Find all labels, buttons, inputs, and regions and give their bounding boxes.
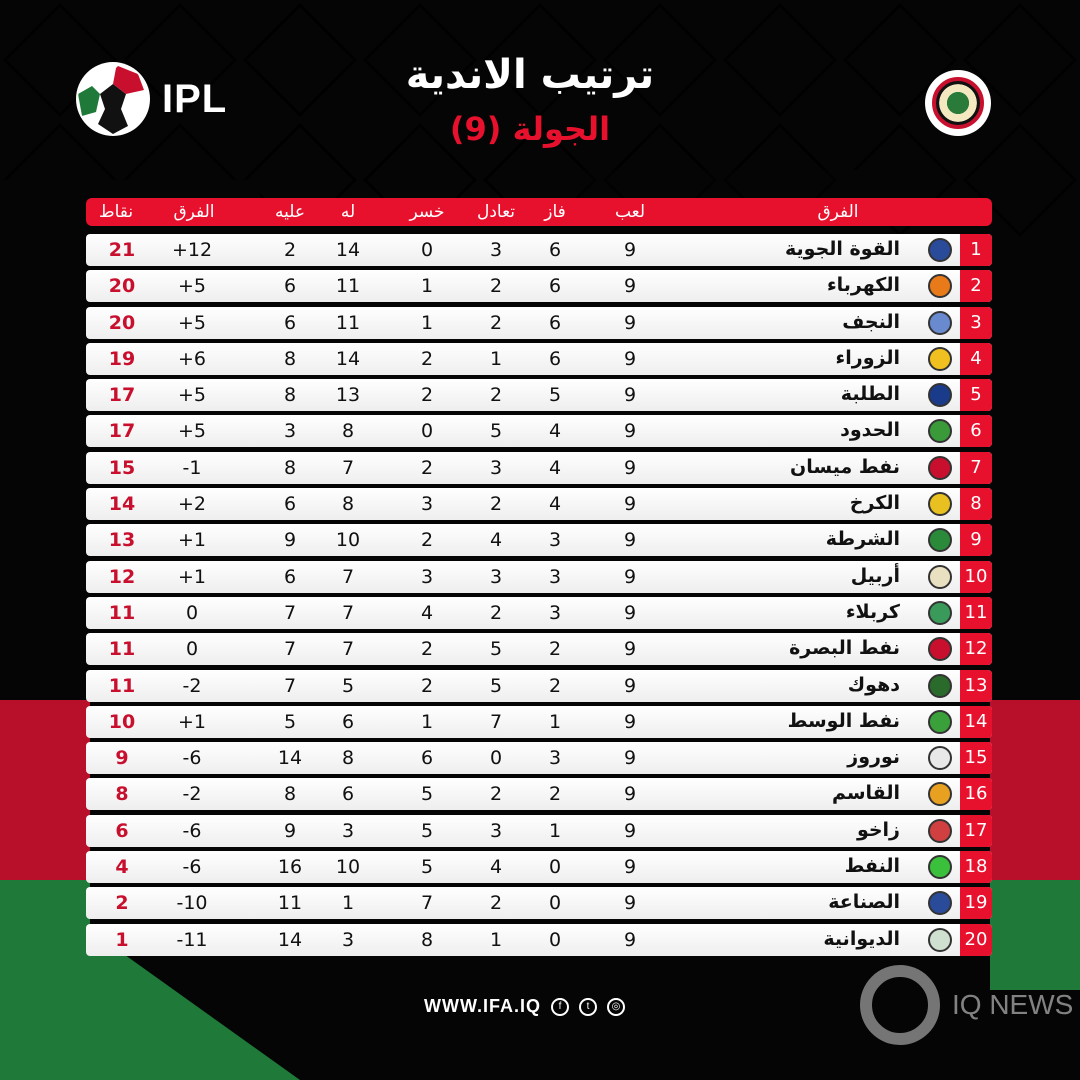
cell-won: 3 bbox=[548, 747, 562, 770]
cell-drawn: 2 bbox=[489, 275, 503, 298]
cell-against: 11 bbox=[277, 892, 303, 915]
cell-points: 21 bbox=[108, 239, 136, 261]
cell-for: 10 bbox=[335, 856, 361, 879]
cell-points: 15 bbox=[108, 456, 136, 479]
cell-points: 20 bbox=[108, 275, 136, 298]
cell-drawn: 4 bbox=[489, 529, 503, 552]
cell-diff: +5 bbox=[177, 275, 207, 298]
cell-lost: 2 bbox=[420, 674, 434, 697]
cell-team: القوة الجوية bbox=[785, 238, 900, 260]
cell-for: 8 bbox=[341, 493, 355, 516]
team-crest-icon bbox=[928, 710, 952, 734]
cell-team: نوروز bbox=[847, 746, 900, 769]
cell-lost: 3 bbox=[420, 565, 434, 588]
cell-rank: 7 bbox=[960, 452, 992, 484]
cell-points: 1 bbox=[115, 928, 129, 951]
cell-rank: 19 bbox=[960, 887, 992, 919]
cell-lost: 5 bbox=[420, 856, 434, 879]
cell-lost: 2 bbox=[420, 347, 434, 370]
cell-played: 9 bbox=[623, 529, 637, 552]
team-crest-icon bbox=[928, 601, 952, 625]
cell-drawn: 5 bbox=[489, 638, 503, 661]
cell-against: 14 bbox=[277, 928, 303, 951]
page-subtitle: الجولة (9) bbox=[449, 110, 611, 148]
table-row bbox=[86, 706, 992, 738]
cell-won: 4 bbox=[548, 420, 562, 443]
cell-drawn: 5 bbox=[489, 674, 503, 697]
cell-against: 6 bbox=[283, 565, 297, 588]
cell-won: 2 bbox=[548, 674, 562, 697]
cell-diff: -6 bbox=[182, 747, 202, 770]
page-title: ترتيب الاندية bbox=[405, 52, 655, 98]
header-won: فاز bbox=[544, 202, 566, 222]
team-crest-icon bbox=[928, 492, 952, 516]
cell-won: 0 bbox=[548, 892, 562, 915]
cell-points: 11 bbox=[108, 638, 136, 661]
team-crest-icon bbox=[928, 565, 952, 589]
table-row bbox=[86, 597, 992, 629]
team-crest-icon bbox=[928, 891, 952, 915]
cell-lost: 1 bbox=[420, 311, 434, 334]
cell-diff: +5 bbox=[177, 420, 207, 443]
cell-for: 7 bbox=[341, 456, 355, 479]
cell-played: 9 bbox=[623, 347, 637, 370]
cell-rank: 1 bbox=[960, 234, 992, 266]
cell-played: 9 bbox=[623, 239, 637, 261]
cell-rank: 13 bbox=[960, 670, 992, 702]
cell-won: 0 bbox=[548, 928, 562, 951]
team-crest-icon bbox=[928, 928, 952, 952]
table-row bbox=[86, 307, 992, 339]
cell-team: الشرطة bbox=[825, 528, 900, 551]
cell-diff: 0 bbox=[185, 601, 199, 624]
cell-drawn: 5 bbox=[489, 420, 503, 443]
cell-against: 8 bbox=[283, 456, 297, 479]
cell-points: 13 bbox=[108, 529, 136, 552]
cell-team: النفط bbox=[844, 855, 900, 878]
cell-rank: 12 bbox=[960, 633, 992, 665]
cell-against: 7 bbox=[283, 674, 297, 697]
cell-points: 17 bbox=[108, 384, 136, 407]
cell-diff: +5 bbox=[177, 311, 207, 334]
cell-against: 7 bbox=[283, 638, 297, 661]
cell-drawn: 1 bbox=[489, 347, 503, 370]
football-icon bbox=[78, 64, 148, 134]
cell-team: الصناعة bbox=[828, 891, 900, 914]
table-row bbox=[86, 851, 992, 883]
cell-won: 4 bbox=[548, 493, 562, 516]
table-row bbox=[86, 415, 992, 447]
cell-team: نفط الوسط bbox=[787, 709, 900, 732]
cell-rank: 4 bbox=[960, 343, 992, 375]
cell-diff: +12 bbox=[171, 239, 213, 261]
cell-team: الحدود bbox=[840, 419, 900, 442]
ipl-logo-text: IPL bbox=[162, 76, 228, 121]
cell-points: 12 bbox=[108, 565, 136, 588]
cell-team: النجف bbox=[842, 310, 900, 333]
cell-team: الطلبة bbox=[840, 383, 900, 406]
table-row bbox=[86, 887, 992, 919]
cell-team: أربيل bbox=[850, 564, 900, 587]
watermark-logo-icon bbox=[860, 965, 940, 1045]
cell-drawn: 3 bbox=[489, 456, 503, 479]
team-crest-icon bbox=[928, 456, 952, 480]
cell-played: 9 bbox=[623, 275, 637, 298]
table-row bbox=[86, 742, 992, 774]
cell-team: زاخو bbox=[856, 818, 900, 841]
cell-diff: +2 bbox=[177, 493, 207, 516]
cell-lost: 8 bbox=[420, 928, 434, 951]
cell-against: 3 bbox=[283, 420, 297, 443]
cell-for: 7 bbox=[341, 638, 355, 661]
cell-played: 9 bbox=[623, 420, 637, 443]
cell-played: 9 bbox=[623, 565, 637, 588]
table-row bbox=[86, 234, 992, 266]
header-for: له bbox=[340, 202, 356, 222]
header-diff: الفرق bbox=[173, 202, 215, 222]
cell-against: 8 bbox=[283, 384, 297, 407]
cell-lost: 1 bbox=[420, 275, 434, 298]
cell-against: 6 bbox=[283, 493, 297, 516]
cell-drawn: 4 bbox=[489, 856, 503, 879]
cell-diff: +6 bbox=[177, 347, 207, 370]
watermark bbox=[860, 965, 1073, 1045]
cell-team: نفط البصرة bbox=[789, 637, 900, 660]
team-crest-icon bbox=[928, 674, 952, 698]
cell-lost: 2 bbox=[420, 529, 434, 552]
cell-for: 7 bbox=[341, 565, 355, 588]
cell-drawn: 0 bbox=[489, 747, 503, 770]
cell-lost: 0 bbox=[420, 239, 434, 261]
cell-rank: 15 bbox=[960, 742, 992, 774]
cell-rank: 16 bbox=[960, 778, 992, 810]
cell-team: نفط ميسان bbox=[790, 455, 900, 478]
cell-played: 9 bbox=[623, 856, 637, 879]
header-drawn: تعادل bbox=[476, 202, 516, 222]
team-crest-icon bbox=[928, 637, 952, 661]
cell-played: 9 bbox=[623, 819, 637, 842]
cell-against: 14 bbox=[277, 747, 303, 770]
cell-points: 14 bbox=[108, 493, 136, 516]
cell-diff: +5 bbox=[177, 384, 207, 407]
cell-against: 6 bbox=[283, 311, 297, 334]
cell-played: 9 bbox=[623, 493, 637, 516]
standings-table bbox=[86, 198, 992, 960]
cell-played: 9 bbox=[623, 384, 637, 407]
header-lost: خسر bbox=[409, 202, 445, 222]
cell-for: 13 bbox=[335, 384, 361, 407]
cell-lost: 2 bbox=[420, 638, 434, 661]
cell-for: 6 bbox=[341, 710, 355, 733]
watermark-text: IQ NEWS bbox=[952, 989, 1074, 1020]
cell-rank: 20 bbox=[960, 924, 992, 956]
cell-rank: 9 bbox=[960, 524, 992, 556]
cell-team: القاسم bbox=[831, 782, 900, 805]
team-crest-icon bbox=[928, 274, 952, 298]
cell-won: 6 bbox=[548, 347, 562, 370]
cell-for: 10 bbox=[335, 529, 361, 552]
table-row bbox=[86, 270, 992, 302]
cell-for: 11 bbox=[335, 311, 361, 334]
cell-against: 16 bbox=[277, 856, 303, 879]
cell-diff: -6 bbox=[182, 819, 202, 842]
cell-played: 9 bbox=[623, 928, 637, 951]
table-row bbox=[86, 379, 992, 411]
cell-against: 7 bbox=[283, 601, 297, 624]
cell-lost: 1 bbox=[420, 710, 434, 733]
cell-points: 6 bbox=[115, 819, 129, 842]
cell-team: كربلاء bbox=[845, 600, 900, 623]
cell-played: 9 bbox=[623, 601, 637, 624]
cell-points: 4 bbox=[115, 856, 129, 879]
table-row bbox=[86, 343, 992, 375]
cell-played: 9 bbox=[623, 710, 637, 733]
cell-won: 3 bbox=[548, 529, 562, 552]
cell-played: 9 bbox=[623, 783, 637, 806]
cell-won: 1 bbox=[548, 819, 562, 842]
cell-drawn: 2 bbox=[489, 493, 503, 516]
cell-diff: -10 bbox=[176, 892, 208, 915]
cell-against: 6 bbox=[283, 275, 297, 298]
cell-points: 2 bbox=[115, 892, 129, 915]
cell-lost: 2 bbox=[420, 456, 434, 479]
cell-diff: 0 bbox=[185, 638, 199, 661]
cell-for: 1 bbox=[341, 892, 355, 915]
table-row bbox=[86, 524, 992, 556]
table-row bbox=[86, 561, 992, 593]
cell-lost: 0 bbox=[420, 420, 434, 443]
cell-drawn: 1 bbox=[489, 928, 503, 951]
cell-rank: 14 bbox=[960, 706, 992, 738]
cell-lost: 7 bbox=[420, 892, 434, 915]
cell-lost: 6 bbox=[420, 747, 434, 770]
team-crest-icon bbox=[928, 347, 952, 371]
twitter-icon[interactable]: t bbox=[579, 998, 597, 1016]
cell-team: دهوك bbox=[847, 673, 900, 696]
cell-for: 14 bbox=[335, 347, 361, 370]
cell-for: 3 bbox=[341, 928, 355, 951]
cell-points: 17 bbox=[108, 420, 136, 443]
cell-drawn: 3 bbox=[489, 819, 503, 842]
cell-diff: -11 bbox=[176, 928, 208, 951]
cell-won: 6 bbox=[548, 311, 562, 334]
cell-played: 9 bbox=[623, 456, 637, 479]
table-row bbox=[86, 488, 992, 520]
cell-team: الكرخ bbox=[849, 492, 900, 515]
team-crest-icon bbox=[928, 819, 952, 843]
cell-drawn: 2 bbox=[489, 783, 503, 806]
header-played: لعب bbox=[614, 202, 646, 222]
cell-rank: 11 bbox=[960, 597, 992, 629]
cell-rank: 8 bbox=[960, 488, 992, 520]
cell-points: 8 bbox=[115, 783, 129, 806]
header-team: الفرق bbox=[817, 202, 859, 222]
cell-drawn: 2 bbox=[489, 601, 503, 624]
table-body bbox=[86, 234, 992, 956]
cell-against: 5 bbox=[283, 710, 297, 733]
cell-for: 11 bbox=[335, 275, 361, 298]
cell-lost: 3 bbox=[420, 493, 434, 516]
cell-rank: 18 bbox=[960, 851, 992, 883]
cell-played: 9 bbox=[623, 311, 637, 334]
cell-against: 8 bbox=[283, 347, 297, 370]
footer bbox=[424, 996, 625, 1017]
header-points: نقاط bbox=[98, 202, 134, 222]
ifa-logo bbox=[925, 70, 991, 136]
cell-rank: 3 bbox=[960, 307, 992, 339]
cell-won: 1 bbox=[548, 710, 562, 733]
cell-drawn: 3 bbox=[489, 239, 503, 261]
cell-won: 2 bbox=[548, 783, 562, 806]
cell-lost: 5 bbox=[420, 819, 434, 842]
cell-points: 10 bbox=[108, 710, 136, 733]
cell-rank: 5 bbox=[960, 379, 992, 411]
table-row bbox=[86, 670, 992, 702]
cell-points: 20 bbox=[108, 311, 136, 334]
cell-won: 3 bbox=[548, 565, 562, 588]
cell-for: 6 bbox=[341, 783, 355, 806]
cell-for: 3 bbox=[341, 819, 355, 842]
table-row bbox=[86, 452, 992, 484]
cell-diff: -1 bbox=[182, 456, 202, 479]
cell-team: الديوانية bbox=[823, 927, 900, 950]
table-row bbox=[86, 633, 992, 665]
header-against: عليه bbox=[274, 202, 306, 222]
cell-diff: +1 bbox=[177, 565, 207, 588]
team-crest-icon bbox=[928, 238, 952, 262]
cell-lost: 4 bbox=[420, 601, 434, 624]
cell-diff: +1 bbox=[177, 529, 207, 552]
cell-diff: +1 bbox=[177, 710, 207, 733]
cell-played: 9 bbox=[623, 747, 637, 770]
ipl-logo bbox=[78, 64, 227, 134]
cell-points: 11 bbox=[108, 674, 136, 697]
cell-drawn: 2 bbox=[489, 892, 503, 915]
cell-for: 14 bbox=[335, 239, 361, 261]
cell-won: 5 bbox=[548, 384, 562, 407]
cell-won: 6 bbox=[548, 275, 562, 298]
cell-points: 9 bbox=[115, 747, 129, 770]
cell-drawn: 2 bbox=[489, 384, 503, 407]
team-crest-icon bbox=[928, 419, 952, 443]
cell-played: 9 bbox=[623, 892, 637, 915]
cell-diff: -2 bbox=[182, 674, 202, 697]
cell-won: 3 bbox=[548, 601, 562, 624]
team-crest-icon bbox=[928, 383, 952, 407]
cell-points: 11 bbox=[108, 601, 136, 624]
cell-rank: 10 bbox=[960, 561, 992, 593]
cell-diff: -6 bbox=[182, 856, 202, 879]
cell-won: 4 bbox=[548, 456, 562, 479]
cell-against: 9 bbox=[283, 819, 297, 842]
cell-points: 19 bbox=[108, 347, 136, 370]
cell-against: 8 bbox=[283, 783, 297, 806]
cell-team: الكهرباء bbox=[826, 274, 900, 297]
table-row bbox=[86, 815, 992, 847]
cell-won: 6 bbox=[548, 239, 562, 261]
cell-drawn: 7 bbox=[489, 710, 503, 733]
cell-won: 2 bbox=[548, 638, 562, 661]
facebook-icon[interactable]: f bbox=[551, 998, 569, 1016]
cell-against: 2 bbox=[283, 239, 297, 261]
cell-for: 5 bbox=[341, 674, 355, 697]
cell-lost: 5 bbox=[420, 783, 434, 806]
cell-rank: 17 bbox=[960, 815, 992, 847]
cell-against: 9 bbox=[283, 529, 297, 552]
cell-for: 7 bbox=[341, 601, 355, 624]
table-row bbox=[86, 924, 992, 956]
cell-for: 8 bbox=[341, 747, 355, 770]
cell-rank: 2 bbox=[960, 270, 992, 302]
team-crest-icon bbox=[928, 311, 952, 335]
cell-diff: -2 bbox=[182, 783, 202, 806]
cell-drawn: 2 bbox=[489, 311, 503, 334]
team-crest-icon bbox=[928, 782, 952, 806]
cell-won: 0 bbox=[548, 856, 562, 879]
team-crest-icon bbox=[928, 746, 952, 770]
team-crest-icon bbox=[928, 528, 952, 552]
cell-played: 9 bbox=[623, 674, 637, 697]
team-crest-icon bbox=[928, 855, 952, 879]
cell-for: 8 bbox=[341, 420, 355, 443]
cell-rank: 6 bbox=[960, 415, 992, 447]
ifa-emblem-icon bbox=[932, 77, 984, 129]
cell-played: 9 bbox=[623, 638, 637, 661]
table-row bbox=[86, 778, 992, 810]
website-link[interactable]: WWW.IFA.IQ bbox=[424, 996, 541, 1016]
instagram-icon[interactable]: ◎ bbox=[607, 998, 625, 1016]
cell-drawn: 3 bbox=[489, 565, 503, 588]
cell-lost: 2 bbox=[420, 384, 434, 407]
table-header bbox=[86, 198, 992, 226]
cell-team: الزوراء bbox=[835, 346, 900, 369]
